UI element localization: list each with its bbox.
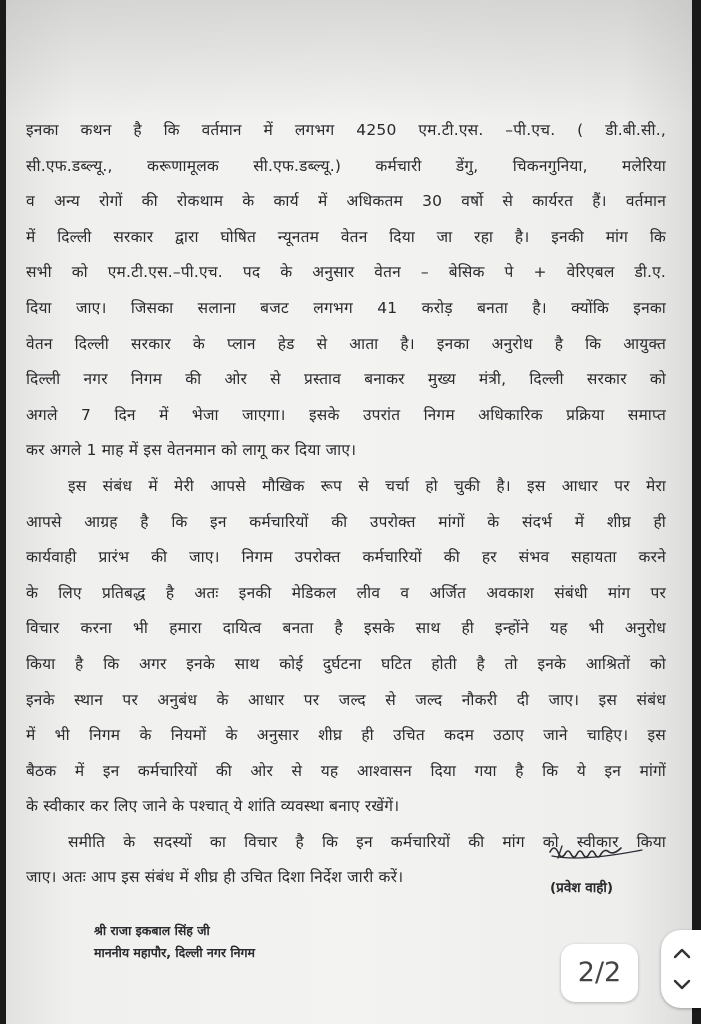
letter-line: जाए। अतः आप इस संबंध में शीघ्र ही उचित दिशा निर्देश जारी करें।: [26, 868, 404, 887]
letter-line: बैठक में इन कर्मचारियों की ओर से यह आश्वासन दिया गया है कि ये इन मांगों: [26, 761, 666, 780]
next-page-button[interactable]: [667, 970, 697, 1000]
letter-line: आपसे आग्रह है कि इन कर्मचारियों की उपरोक्त मांगों के संदर्भ में शीघ्र ही: [26, 512, 666, 531]
letter-line: सभी को एम.टी.एस.–पी.एच. पद के अनुसार वेतन – बेसिक पे + वेरिएबल डी.ए.: [26, 263, 666, 282]
letter-line: दिल्ली नगर निगम की ओर से प्रस्ताव बनाकर मुख्य मंत्री, दिल्ली सरकार को: [26, 370, 666, 389]
handwritten-signature: [544, 838, 654, 874]
letter-body: [26, 113, 666, 896]
letter-line: में भी निगम के नियमों के अनुसार शीघ्र ही उचित कदम उठाए जाने चाहिए। इस: [26, 726, 666, 745]
letter-line: इनका कथन है कि वर्तमान में लगभग 4250 एम.टी.एस. –पी.एच. ( डी.बी.सी.,: [26, 121, 666, 139]
previous-page-button[interactable]: [667, 938, 697, 968]
letter-line: व अन्य रोगों की रोकथाम के कार्य में अधिकतम 30 वर्षो से कार्यरत हैं। वर्तमान: [26, 192, 666, 211]
letter-line: के लिए प्रतिबद्ध है अतः इनकी मेडिकल लीव व अर्जित अवकाश संबंधी मांग पर: [26, 583, 666, 602]
chevron-up-icon: [673, 947, 691, 959]
addressee-block: [94, 920, 255, 964]
letter-line: में दिल्ली सरकार द्वारा घोषित न्यूनतम वेतन दिया जा रहा है। इनकी मांग कि: [26, 227, 666, 246]
letter-line: अगले 7 दिन में भेजा जाएगा। इसके उपरांत निगम अधिकारिक प्रक्रिया समाप्त: [26, 405, 666, 424]
addressee-name: श्री राजा इकबाल सिंह जी: [94, 923, 210, 938]
letter-line: इनके स्थान पर अनुबंध के आधार पर जल्द से जल्द नौकरी दी जाए। इस संबंध: [26, 690, 666, 709]
letter-line: के स्वीकार कर लिए जाने के पश्चात् ये शांति व्यवस्था बनाए रखेंगें।: [26, 797, 400, 816]
letter-line: समीति के सदस्यों का विचार है कि इन कर्मचारियों की मांग को स्वीकार किया: [68, 832, 666, 851]
page-counter: 2/2: [561, 944, 638, 1002]
letter-line: कार्यवाही प्रारंभ की जाए। निगम उपरोक्त कर्मचारियों की हर संभव सहायता करने: [26, 548, 666, 567]
chevron-down-icon: [673, 979, 691, 991]
letter-line: विचार करना भी हमारा दायित्व बनता है इसके साथ ही इन्होंने यह भी अनुरोध: [26, 619, 666, 638]
letter-line: सी.एफ.डब्ल्यू., करूणामूलक सी.एफ.डब्ल्यू.) कर्मचारी डेंगु, चिकनगुनिया, मलेरिया: [26, 156, 666, 175]
letter-line: दिया जाए। जिसका सलाना बजट लगभग 41 करोड़ बनता है। क्योंकि इनका: [26, 298, 666, 317]
addressee-title: माननीय महापौर, दिल्ली नगर निगम: [94, 945, 256, 960]
page-nav: [661, 930, 701, 1008]
signer-name: (प्रवेश वाही): [550, 880, 614, 896]
letter-line: किया है कि अगर इनके साथ कोई दुर्घटना घटित होती है तो इनके आश्रितों को: [26, 654, 666, 673]
letter-line: इस संबंध में मेरी आपसे मौखिक रूप से चर्चा हो चुकी है। इस आधार पर मेरा: [68, 476, 666, 495]
letter-line: कर अगले 1 माह में इस वेतनमान को लागू कर दिया जाए।: [26, 441, 357, 460]
letter-line: वेतन दिल्ली सरकार के प्लान हेड से आता है। इनका अनुरोध है कि आयुक्त: [26, 334, 666, 353]
document-page: [6, 0, 692, 1024]
